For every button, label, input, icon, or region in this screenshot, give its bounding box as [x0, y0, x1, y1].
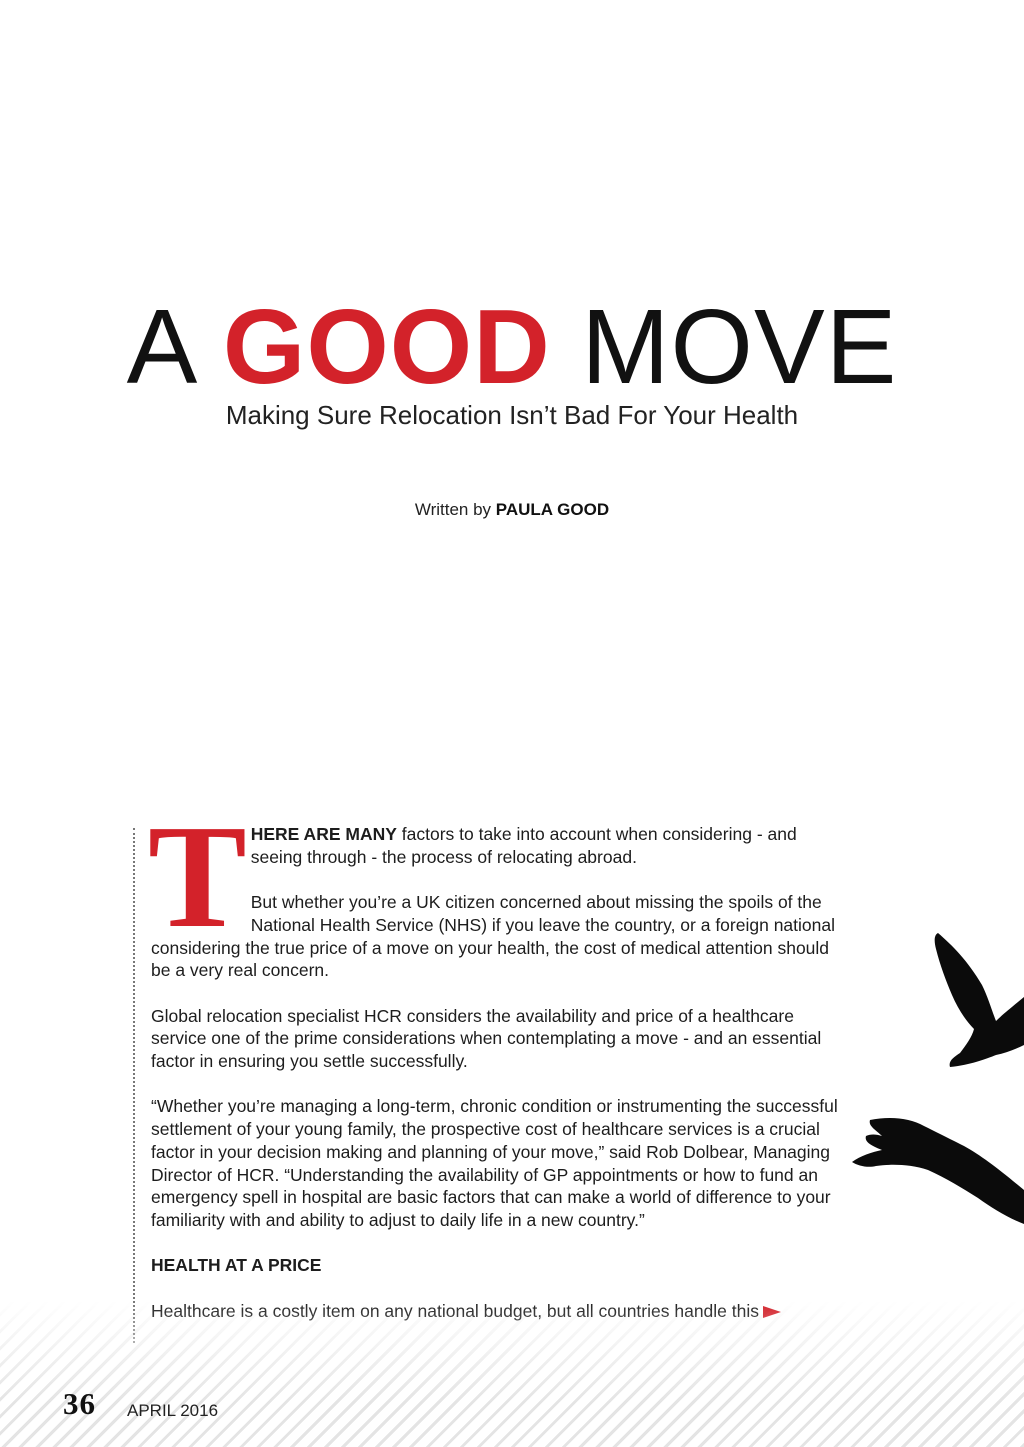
article-paragraph-4: “Whether you’re managing a long-term, chronic condition or instrumenting the successful settlement of your young family, the prospective cost of healthcare services is a crucial factor in your decision making and planning of your move,” said Rob Dolbear, Managing Director of HCR. “Understanding the availability of GP appointments or how to fund an emergency spell in hospital are basic factors that can make a world of difference to your familiarity with and ability to adjust to daily life in a new country.” — [151, 1096, 838, 1230]
lead-in: HERE ARE MANY — [250, 824, 397, 844]
bird-silhouette-icon — [846, 1112, 1024, 1224]
article-body — [148, 795, 843, 1345]
issue-date: APRIL 2016 — [127, 1401, 219, 1420]
striped-footer-background — [0, 1300, 1024, 1447]
headline-word-move: MOVE — [581, 288, 898, 406]
article-paragraph-2: But whether you’re a UK citizen concerned about missing the spoils of the National Health Service (NHS) if you leave the country, or a foreign national considering the true price of a move on your health, the cost of medical attention should be a very real concern. — [151, 892, 835, 981]
paragraph-1-text: factors to take into account when considering - and seeing through - the process of relocating abroad. — [250, 824, 797, 867]
subtitle: Making Sure Relocation Isn’t Bad For Your Health — [225, 400, 799, 430]
dotted-margin-rule — [133, 828, 135, 1343]
byline-author: PAULA GOOD — [495, 500, 610, 519]
headline-word-a: A — [126, 288, 193, 406]
drop-cap: T — [148, 795, 247, 959]
section-subhead: HEALTH AT A PRICE — [151, 1255, 322, 1276]
headline — [0, 288, 1024, 406]
byline — [0, 500, 1024, 520]
article-paragraph-3: Global relocation specialist HCR considers the availability and price of a healthcare service one of the prime considerations when contemplating a move - and an essential factor in ensuring you settle successfully. — [151, 1005, 822, 1071]
headline-word-good: GOOD — [222, 288, 551, 406]
page-number: 36 — [63, 1386, 96, 1421]
bird-silhouette-icon — [930, 925, 1024, 1070]
byline-prefix: Written by — [414, 500, 492, 519]
